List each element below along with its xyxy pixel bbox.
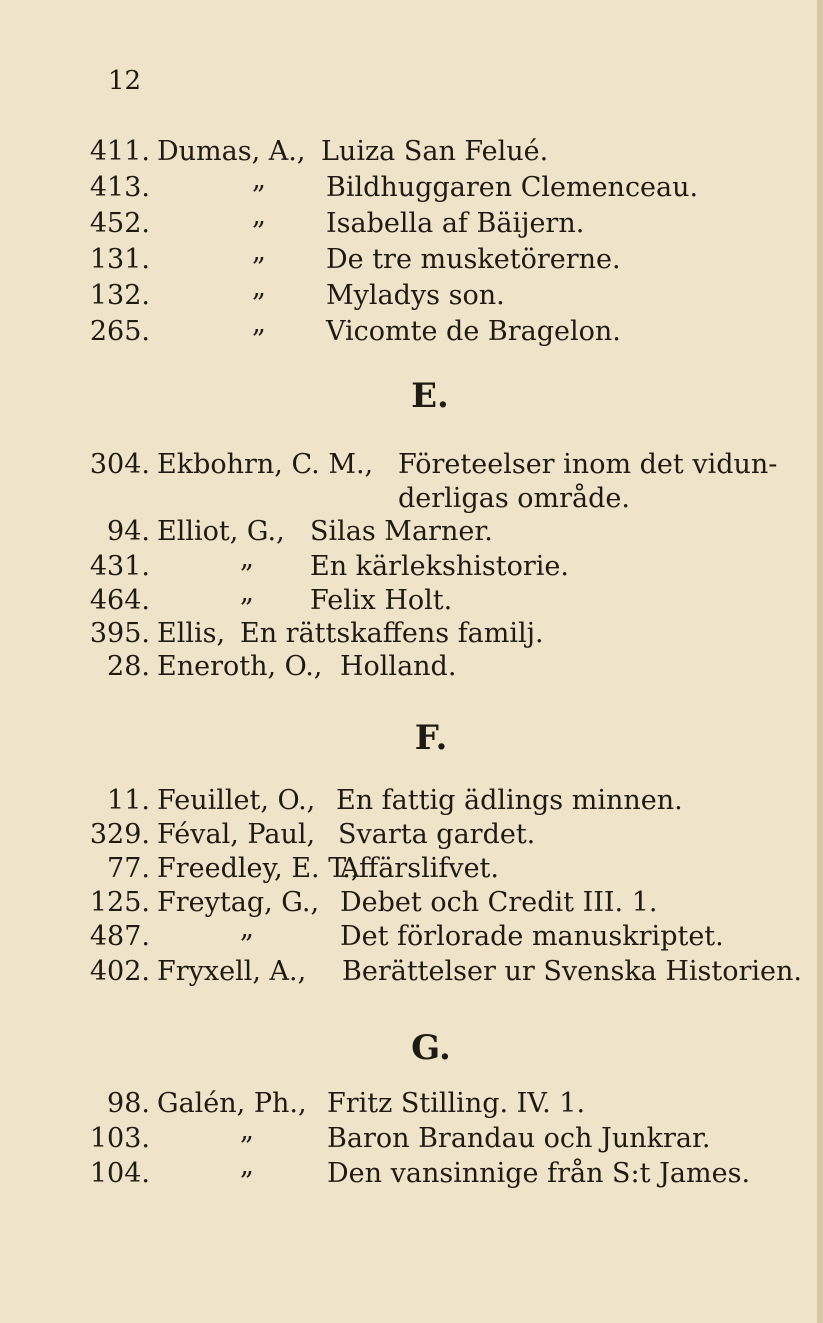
- entry-author: Fryxell, A.,: [157, 956, 307, 987]
- catalog-entry: [0, 648, 823, 686]
- entry-title: Den vansinnige från S:t James.: [327, 1158, 751, 1189]
- ditto-mark: „: [240, 543, 254, 574]
- entry-number: 395.: [89, 618, 150, 649]
- entry-author: Féval, Paul,: [157, 819, 316, 850]
- ditto-mark: „: [252, 236, 266, 267]
- catalog-entry: [0, 164, 823, 207]
- entry-author: Ekbohrn, C. M.,: [157, 449, 374, 480]
- section-letter: F.: [414, 718, 448, 758]
- entry-title: En fattig ädlings minnen.: [336, 785, 683, 816]
- catalog-entry: [0, 236, 823, 279]
- entry-title: Holland.: [340, 651, 457, 682]
- entry-number: 77.: [107, 853, 150, 884]
- entry-title: Felix Holt.: [310, 585, 453, 616]
- entry-title: Luiza San Felué.: [321, 136, 549, 167]
- entry-number: 131.: [89, 244, 150, 275]
- entry-number: 132.: [89, 280, 150, 311]
- entry-author: Freedley, E. T.,: [157, 853, 360, 884]
- catalog-entry: [0, 953, 823, 991]
- entry-number: 98.: [107, 1088, 150, 1119]
- catalog-entry: [0, 782, 823, 820]
- catalog-entry: [0, 200, 823, 243]
- entry-number: 265.: [89, 316, 150, 347]
- entry-title: Fritz Stilling. IV. 1.: [327, 1088, 586, 1119]
- entry-number: 28.: [107, 651, 150, 682]
- entry-number: 304.: [89, 449, 150, 480]
- entry-number: 125.: [89, 887, 150, 918]
- entry-author: Ellis,: [157, 618, 226, 649]
- catalog-entry: [0, 913, 823, 956]
- entry-number: 431.: [89, 551, 150, 582]
- entry-author: Eneroth, O.,: [157, 651, 323, 682]
- entry-number: 411.: [89, 136, 150, 167]
- entry-title: Myladys son.: [326, 280, 505, 311]
- section-letter: G.: [411, 1028, 451, 1068]
- entry-title: Debet och Credit III. 1.: [340, 887, 658, 918]
- entry-title: Affärslifvet.: [340, 853, 499, 884]
- entry-author: Freytag, G.,: [157, 887, 320, 918]
- catalog-entry: [0, 1115, 823, 1158]
- ditto-mark: „: [240, 913, 254, 944]
- catalog-entry: [0, 272, 823, 315]
- entry-title: Isabella af Bäijern.: [326, 208, 585, 239]
- page-number: 12: [108, 66, 142, 96]
- catalog-entry: [0, 543, 823, 586]
- catalog-entry: [0, 308, 823, 351]
- ditto-mark: „: [252, 200, 266, 231]
- ditto-mark: „: [240, 577, 254, 608]
- entry-title: derligas område.: [398, 483, 630, 514]
- entry-title: Vicomte de Bragelon.: [326, 316, 621, 347]
- entry-title: Silas Marner.: [310, 516, 493, 547]
- entry-title: De tre musketörerne.: [326, 244, 621, 275]
- catalog-entry: [0, 1150, 823, 1193]
- entry-title: En kärlekshistorie.: [310, 551, 569, 582]
- entry-title: Baron Brandau och Junkrar.: [327, 1123, 711, 1154]
- entry-number: 487.: [89, 921, 150, 952]
- entry-number: 452.: [89, 208, 150, 239]
- entry-author: Feuillet, O.,: [157, 785, 316, 816]
- entry-title: En rättskaffens familj.: [240, 618, 544, 649]
- ditto-mark: „: [252, 164, 266, 195]
- catalog-entry: [0, 133, 823, 171]
- entry-author: Dumas, A.,: [157, 136, 306, 167]
- entry-number: 104.: [89, 1158, 150, 1189]
- entry-title: Det förlorade manuskriptet.: [340, 921, 724, 952]
- entry-number: 464.: [89, 585, 150, 616]
- entry-number: 329.: [89, 819, 150, 850]
- entry-number: 402.: [89, 956, 150, 987]
- entry-title: Företeelser inom det vidun-: [398, 449, 778, 480]
- entry-number: 413.: [89, 172, 150, 203]
- entry-author: Elliot, G.,: [157, 516, 285, 547]
- entry-title: Berättelser ur Svenska Historien.: [342, 956, 802, 987]
- catalog-entry: [0, 850, 823, 888]
- ditto-mark: „: [240, 1150, 254, 1181]
- catalog-entry: [0, 513, 823, 551]
- ditto-mark: „: [240, 1115, 254, 1146]
- catalog-entry: [0, 1085, 823, 1123]
- entry-title: Bildhuggaren Clemenceau.: [326, 172, 699, 203]
- ditto-mark: „: [252, 308, 266, 339]
- section-letter: E.: [411, 376, 449, 416]
- entry-title: Svarta gardet.: [338, 819, 536, 850]
- entry-number: 103.: [89, 1123, 150, 1154]
- catalog-entry: [0, 816, 823, 854]
- catalog-entry: [0, 446, 823, 484]
- entry-author: Galén, Ph.,: [157, 1088, 307, 1119]
- catalog-entry: [0, 884, 823, 922]
- ditto-mark: „: [252, 272, 266, 303]
- entry-number: 94.: [107, 516, 150, 547]
- entry-number: 11.: [107, 785, 150, 816]
